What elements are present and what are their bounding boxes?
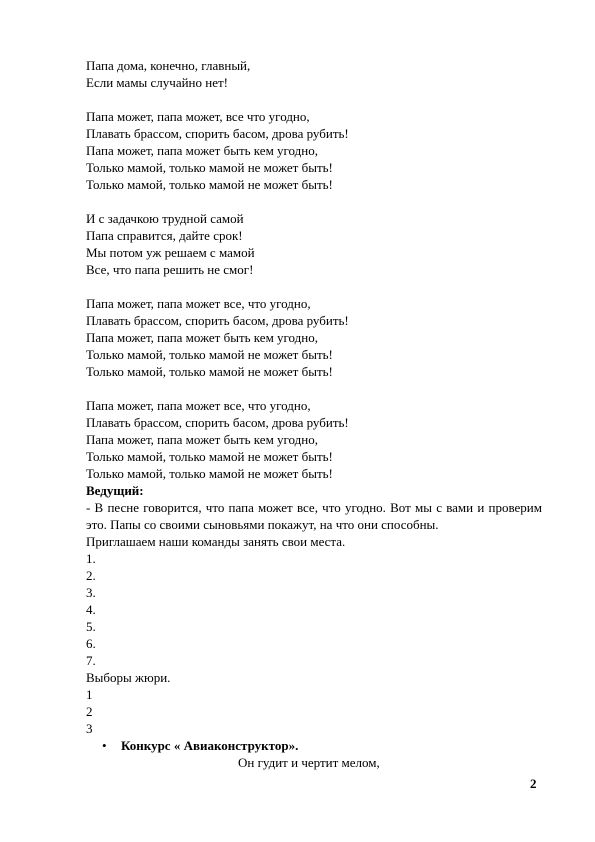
- verse-intro: [86, 57, 542, 91]
- chorus-2: [86, 295, 542, 380]
- team-number: 1.: [86, 551, 96, 566]
- verse-line: Папа справится, дайте срок!: [86, 228, 243, 243]
- chorus-line: Папа может, папа может все, что угодно,: [86, 296, 311, 311]
- stanza-gap: [86, 278, 542, 295]
- jury-list: [86, 686, 542, 737]
- team-list: [86, 550, 542, 669]
- chorus-line: Плавать брассом, спорить басом, дрова рубить!: [86, 415, 349, 430]
- host-paragraph: - В песне говорится, что папа может все, что угодно. Вот мы с вами и проверим это. Папы со своими сыновьями покажут, на что они способны.: [86, 500, 542, 532]
- verse-line: Папа дома, конечно, главный,: [86, 58, 251, 73]
- stanza-gap: [86, 91, 542, 108]
- chorus-line: Только мамой, только мамой не может быть!: [86, 347, 333, 362]
- chorus-line: Папа может, папа может быть кем угодно,: [86, 432, 319, 447]
- verse-2: [86, 210, 542, 278]
- chorus-line: Только мамой, только мамой не может быть!: [86, 364, 333, 379]
- team-number: 2.: [86, 568, 96, 583]
- invite-line: Приглашаем наши команды занять свои места.: [86, 534, 346, 549]
- chorus-3: [86, 397, 542, 482]
- team-number: 4.: [86, 602, 96, 617]
- chorus-line: Папа может, папа может, все что угодно,: [86, 109, 310, 124]
- chorus-line: Только мамой, только мамой не может быть!: [86, 466, 333, 481]
- host-label: Ведущий:: [86, 483, 144, 498]
- jury-label: Выборы жюри.: [86, 670, 171, 685]
- chorus-line: Плавать брассом, спорить басом, дрова рубить!: [86, 313, 349, 328]
- chorus-line: Папа может, папа может быть кем угодно,: [86, 330, 319, 345]
- stanza-gap: [86, 380, 542, 397]
- contest-bullet-item: [86, 737, 542, 754]
- verse-line: Мы потом уж решаем с мамой: [86, 245, 255, 260]
- team-number: 3.: [86, 585, 96, 600]
- jury-number: 2: [86, 704, 93, 719]
- team-number: 5.: [86, 619, 96, 634]
- chorus-line: Только мамой, только мамой не может быть!: [86, 449, 333, 464]
- chorus-1: [86, 108, 542, 193]
- team-number: 6.: [86, 636, 96, 651]
- chorus-line: Папа может, папа может быть кем угодно,: [86, 143, 319, 158]
- stanza-gap: [86, 193, 542, 210]
- verse-line: Все, что папа решить не смог!: [86, 262, 254, 277]
- team-number: 7.: [86, 653, 96, 668]
- jury-number: 3: [86, 721, 93, 736]
- chorus-line: Только мамой, только мамой не может быть!: [86, 160, 333, 175]
- chorus-line: Плавать брассом, спорить басом, дрова рубить!: [86, 126, 349, 141]
- chorus-line: Только мамой, только мамой не может быть!: [86, 177, 333, 192]
- verse-line: Если мамы случайно нет!: [86, 75, 228, 90]
- contest-poem-line: Он гудит и чертит мелом,: [238, 755, 380, 770]
- jury-number: 1: [86, 687, 93, 702]
- chorus-line: Папа может, папа может все, что угодно,: [86, 398, 311, 413]
- contest-title: Конкурс « Авиаконструктор».: [121, 738, 299, 753]
- document-body: [86, 57, 542, 771]
- page-number: 2: [530, 776, 537, 791]
- verse-line: И с задачкою трудной самой: [86, 211, 244, 226]
- bullet-icon: •: [102, 738, 107, 753]
